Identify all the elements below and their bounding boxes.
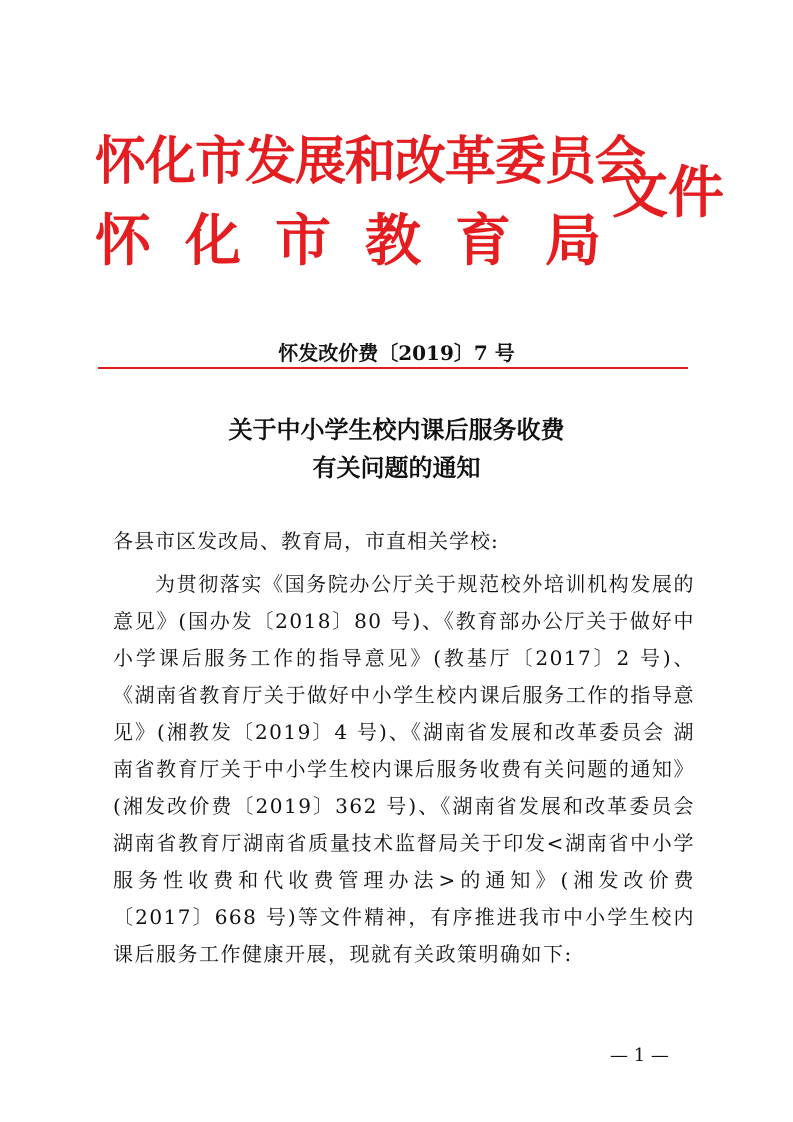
issuer-line-1: 怀化市发展和改革委员会 (95, 132, 645, 192)
page-number: — 1 — (610, 1045, 669, 1066)
document-number: 怀发改价费〔2019〕7 号 (278, 341, 515, 365)
salutation: 各县市区发改局、教育局，市直相关学校: (113, 529, 499, 553)
issuer-line-2: 怀化市教育局 (95, 209, 635, 274)
title-line-2: 有关问题的通知 (312, 453, 481, 482)
document-suffix: 文件 (612, 161, 724, 226)
body-paragraph: 为贯彻落实《国务院办公厅关于规范校外培训机构发展的意见》(国办发〔2018〕80 号)、《教育部办公厅关于做好中小学课后服务工作的指导意见》(教基厅〔2017〕2 号)、《湖南省教育厅关于做好中小学生校内课后服务工作的指导意见》(湘教发〔2019〕4 号)、《湖南省发展和改革委员会 湖南省教育厅关于中小学生校内课后服务收费有关问题的通知》(湘发改价费〔2019〕362 号)、《湖南省发展和改革委员会 湖南省教育厅湖南省质量技术监督局关于印发<湖南省中小学服务性收费和代收费管理办法>的通知》(湘发改价费〔2017〕668 号)等文件精神，有序推进我市中小学生校内课后服务工作健康开展，现就有关政策明确如下: (113, 572, 695, 966)
red-divider (98, 367, 688, 369)
title-line-1: 关于中小学生校内课后服务收费 (228, 415, 565, 444)
